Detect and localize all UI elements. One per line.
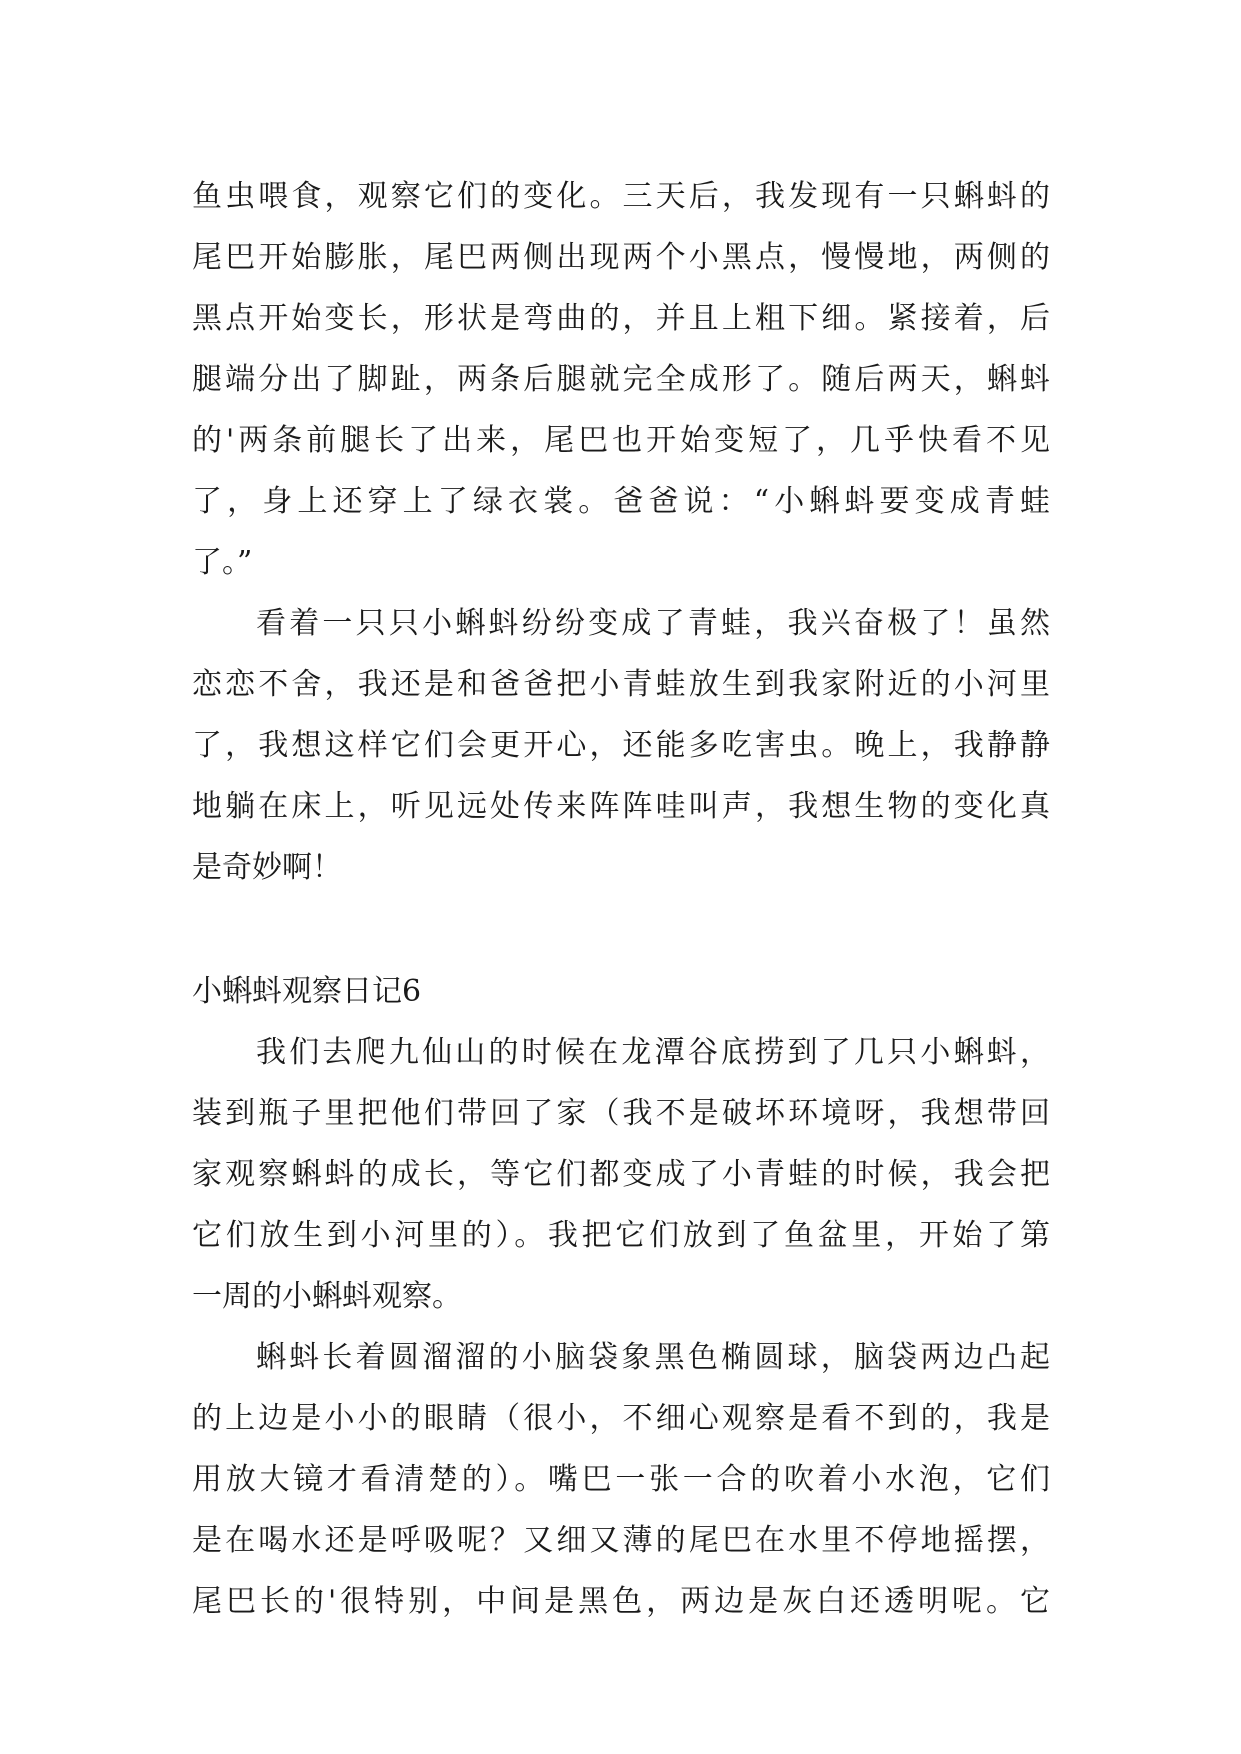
text-line: 恋恋不舍，我还是和爸爸把小青蛙放生到我家附近的小河里	[192, 667, 1050, 702]
text-line: 了，我想这样它们会更开心，还能多吃害虫。晚上，我静静	[192, 728, 1050, 763]
paragraph	[192, 593, 1050, 898]
text-line: 尾巴开始膨胀，尾巴两侧出现两个小黑点，慢慢地，两侧的	[192, 240, 1050, 275]
text-line: 它们放生到小河里的）。我把它们放到了鱼盆里，开始了第	[192, 1218, 1050, 1253]
text-line: 装到瓶子里把他们带回了家（我不是破坏环境呀，我想带回	[192, 1096, 1050, 1131]
section-title: 小蝌蚪观察日记6	[192, 974, 422, 1009]
document-page	[192, 166, 1050, 1632]
text-line: 蝌蚪长着圆溜溜的小脑袋象黑色椭圆球，脑袋两边凸起	[256, 1340, 1050, 1375]
section-gap	[192, 898, 1050, 961]
text-line: 的'两条前腿长了出来，尾巴也开始变短了，几乎快看不见	[192, 423, 1050, 458]
text-line: 了，身上还穿上了绿衣裳。爸爸说：“小蝌蚪要变成青蛙	[192, 484, 1050, 519]
paragraph	[192, 166, 1050, 593]
text-line: 尾巴长的'很特别，中间是黑色，两边是灰白还透明呢。它	[192, 1584, 1050, 1619]
text-line: 是奇妙啊！	[192, 850, 342, 885]
text-line: 用放大镜才看清楚的）。嘴巴一张一合的吹着小水泡，它们	[192, 1462, 1050, 1497]
text-line: 的上边是小小的眼睛（很小，不细心观察是看不到的，我是	[192, 1401, 1050, 1436]
text-line: 家观察蝌蚪的成长，等它们都变成了小青蛙的时候，我会把	[192, 1157, 1050, 1192]
text-line: 一周的小蝌蚪观察。	[192, 1279, 462, 1314]
paragraph	[192, 1327, 1050, 1632]
text-line: 腿端分出了脚趾，两条后腿就完全成形了。随后两天，蝌蚪	[192, 362, 1050, 397]
text-line: 了。”	[192, 545, 253, 580]
text-line: 是在喝水还是呼吸呢？又细又薄的尾巴在水里不停地摇摆，	[192, 1523, 1050, 1558]
text-line: 鱼虫喂食，观察它们的变化。三天后，我发现有一只蝌蚪的	[192, 179, 1050, 214]
text-line: 黑点开始变长，形状是弯曲的，并且上粗下细。紧接着，后	[192, 301, 1050, 336]
text-line: 我们去爬九仙山的时候在龙潭谷底捞到了几只小蝌蚪，	[256, 1035, 1050, 1070]
paragraph	[192, 1022, 1050, 1327]
text-line: 看着一只只小蝌蚪纷纷变成了青蛙，我兴奋极了！虽然	[256, 606, 1050, 641]
text-line: 地躺在床上，听见远处传来阵阵哇叫声，我想生物的变化真	[192, 789, 1050, 824]
